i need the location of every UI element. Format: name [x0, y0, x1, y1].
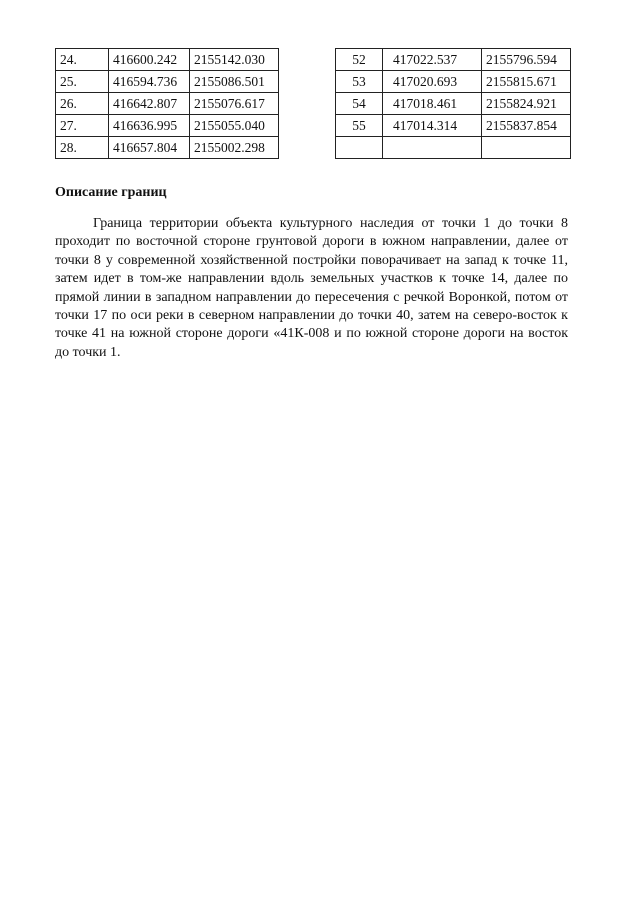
- y-coordinate-cell: 2155824.921: [482, 93, 571, 115]
- point-number-cell: 53: [336, 71, 383, 93]
- table-row: [56, 115, 279, 137]
- x-coordinate-cell: 416594.736: [109, 71, 190, 93]
- y-coordinate-cell: 2155076.617: [190, 93, 279, 115]
- y-coordinate-cell: 2155815.671: [482, 71, 571, 93]
- x-coordinate-cell: 417018.461: [383, 93, 482, 115]
- x-coordinate-cell: 416600.242: [109, 49, 190, 71]
- x-coordinate-cell: 416642.807: [109, 93, 190, 115]
- table-row: [336, 49, 571, 71]
- x-coordinate-cell: 417014.314: [383, 115, 482, 137]
- section-heading: Описание границ: [55, 185, 167, 200]
- x-coordinate-cell: [383, 137, 482, 159]
- y-coordinate-cell: 2155142.030: [190, 49, 279, 71]
- table-row: [336, 71, 571, 93]
- y-coordinate-cell: 2155002.298: [190, 137, 279, 159]
- x-coordinate-cell: 416636.995: [109, 115, 190, 137]
- point-number-cell: 55: [336, 115, 383, 137]
- point-number-cell: 52: [336, 49, 383, 71]
- point-number-cell: 28.: [56, 137, 109, 159]
- table-row: [56, 49, 279, 71]
- table-row: [336, 115, 571, 137]
- x-coordinate-cell: 417020.693: [383, 71, 482, 93]
- table-row: [56, 71, 279, 93]
- boundary-description-paragraph: Граница территории объекта культурного наследия от точки 1 до точки 8 проходит по восточной стороне грунтовой дороги в южном направлении, далее от точки 8 у современной хозяйственной постройки поворачивает на запад к точке 11, затем идет в том-же направлении вдоль земельных участков к точке 14, далее по прямой линии в западном направлении до пересечения с речкой Воронкой, потом от точки 17 по оси реки в северном направлении до точки 40, затем на северо-восток к точке 41 на южной стороне дороги «41К-008 и по южной стороне дороги на восток до точки 1.: [55, 216, 568, 360]
- point-number-cell: [336, 137, 383, 159]
- point-number-cell: 25.: [56, 71, 109, 93]
- y-coordinate-cell: 2155796.594: [482, 49, 571, 71]
- point-number-cell: 26.: [56, 93, 109, 115]
- x-coordinate-cell: 417022.537: [383, 49, 482, 71]
- point-number-cell: 24.: [56, 49, 109, 71]
- coordinates-table-left: [55, 48, 279, 159]
- point-number-cell: 27.: [56, 115, 109, 137]
- y-coordinate-cell: 2155086.501: [190, 71, 279, 93]
- coordinates-table-right: [335, 48, 571, 159]
- y-coordinate-cell: [482, 137, 571, 159]
- x-coordinate-cell: 416657.804: [109, 137, 190, 159]
- table-row: [56, 93, 279, 115]
- table-row-empty: [336, 137, 571, 159]
- table-row: [56, 137, 279, 159]
- point-number-cell: 54: [336, 93, 383, 115]
- y-coordinate-cell: 2155837.854: [482, 115, 571, 137]
- y-coordinate-cell: 2155055.040: [190, 115, 279, 137]
- table-row: [336, 93, 571, 115]
